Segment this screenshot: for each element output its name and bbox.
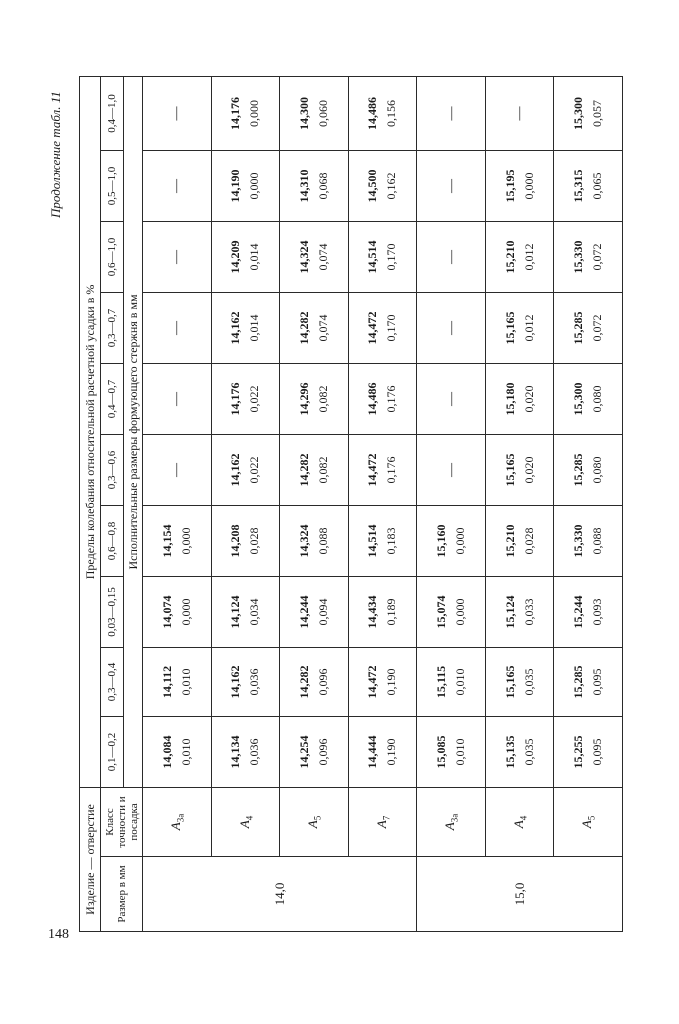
tolerance-value: 0,033 xyxy=(521,598,536,626)
rod-size-value: 14,282 xyxy=(296,453,311,487)
tolerance-value: 0,020 xyxy=(521,385,536,413)
header-row-1 xyxy=(80,76,101,931)
rod-size-value: 15,124 xyxy=(502,595,517,629)
empty-dash: — xyxy=(169,250,185,264)
value-cell xyxy=(211,293,280,364)
tolerance-value: 0,074 xyxy=(315,314,330,342)
table-row xyxy=(485,76,554,931)
value-cell xyxy=(348,506,417,577)
tolerance-value: 0,036 xyxy=(247,668,262,696)
empty-dash: — xyxy=(443,179,459,193)
value-cell xyxy=(348,648,417,717)
range-header: 0,1—0,2 xyxy=(101,717,124,788)
rod-size-value: 14,486 xyxy=(365,96,380,130)
value-cell xyxy=(417,577,486,648)
empty-dash: — xyxy=(443,321,459,335)
value-cell xyxy=(143,151,212,222)
value-cell xyxy=(554,364,623,435)
tolerance-value: 0,014 xyxy=(247,314,262,342)
value-cell xyxy=(485,364,554,435)
tolerance-value: 0,000 xyxy=(453,527,468,555)
rod-size-value: 14,514 xyxy=(365,240,380,274)
tolerance-value: 0,060 xyxy=(315,99,330,127)
value-cell xyxy=(554,151,623,222)
value-cell xyxy=(554,293,623,364)
tolerance-value: 0,022 xyxy=(247,456,262,484)
rod-size-value: 15,300 xyxy=(571,96,586,130)
value-cell xyxy=(143,648,212,717)
value-cell xyxy=(485,506,554,577)
value-cell xyxy=(485,222,554,293)
rod-size-value: 14,444 xyxy=(365,735,380,769)
tolerance-value: 0,190 xyxy=(384,668,399,696)
value-cell xyxy=(348,717,417,788)
rod-size-value: 15,165 xyxy=(502,453,517,487)
tolerance-value: 0,095 xyxy=(590,668,605,696)
value-cell xyxy=(280,364,349,435)
rod-size-value: 14,176 xyxy=(228,382,243,416)
rod-size-value: 15,210 xyxy=(502,524,517,558)
value-cell xyxy=(417,506,486,577)
tolerance-value: 0,080 xyxy=(590,456,605,484)
value-cell xyxy=(211,577,280,648)
shrinkage-table xyxy=(79,76,623,932)
class-cell xyxy=(485,788,554,857)
tolerance-value: 0,035 xyxy=(521,668,536,696)
empty-dash: — xyxy=(169,463,185,477)
value-cell xyxy=(211,435,280,506)
table-row xyxy=(348,76,417,931)
tolerance-value: 0,074 xyxy=(315,243,330,271)
value-cell xyxy=(485,717,554,788)
rod-size-value: 14,162 xyxy=(228,453,243,487)
value-cell xyxy=(554,717,623,788)
tolerance-value: 0,094 xyxy=(315,598,330,626)
value-cell xyxy=(485,76,554,150)
value-cell xyxy=(280,717,349,788)
empty-dash: — xyxy=(443,250,459,264)
rod-size-value: 14,472 xyxy=(365,453,380,487)
rod-size-value: 14,124 xyxy=(228,595,243,629)
rod-size-value: 14,296 xyxy=(296,382,311,416)
rod-size-value: 14,300 xyxy=(296,96,311,130)
rod-size-value: 14,472 xyxy=(365,665,380,699)
rod-size-value: 15,210 xyxy=(502,240,517,274)
value-cell xyxy=(417,151,486,222)
class-cell xyxy=(417,788,486,857)
value-cell xyxy=(417,76,486,150)
range-header: 0,4—0,7 xyxy=(101,364,124,435)
value-cell xyxy=(485,648,554,717)
tolerance-value: 0,176 xyxy=(384,385,399,413)
rod-size-value: 14,324 xyxy=(296,524,311,558)
class-letter: A xyxy=(579,820,595,829)
rod-size-value: 15,074 xyxy=(434,595,449,629)
class-letter: A xyxy=(510,820,526,829)
tolerance-value: 0,190 xyxy=(384,738,399,766)
rod-size-value: 15,255 xyxy=(571,735,586,769)
value-cell xyxy=(143,506,212,577)
tolerance-value: 0,080 xyxy=(590,385,605,413)
rod-size-value: 14,162 xyxy=(228,665,243,699)
tolerance-value: 0,014 xyxy=(247,243,262,271)
class-cell xyxy=(211,788,280,857)
rod-size-value: 14,209 xyxy=(228,240,243,274)
empty-dash: — xyxy=(169,321,185,335)
tolerance-value: 0,028 xyxy=(521,527,536,555)
range-header: 0,3—0,6 xyxy=(101,435,124,506)
value-cell xyxy=(554,222,623,293)
rod-size-value: 14,208 xyxy=(228,524,243,558)
tolerance-value: 0,156 xyxy=(384,99,399,127)
exec-sizes-header: Исполнительные размеры формующего стержня в мм xyxy=(124,76,143,787)
rod-size-value: 15,285 xyxy=(571,311,586,345)
value-cell xyxy=(417,435,486,506)
table-row xyxy=(554,76,623,931)
limits-header: Пределы колебания относительной расчетной усадки в % xyxy=(80,76,101,787)
class-column-header: Класс точности и посадка xyxy=(101,788,143,857)
value-cell xyxy=(485,151,554,222)
value-cell xyxy=(417,222,486,293)
empty-dash: — xyxy=(169,106,185,121)
tolerance-value: 0,000 xyxy=(521,172,536,200)
value-cell xyxy=(280,293,349,364)
value-cell xyxy=(211,364,280,435)
rod-size-value: 14,324 xyxy=(296,240,311,274)
value-cell xyxy=(417,717,486,788)
value-cell xyxy=(554,76,623,150)
empty-dash: — xyxy=(512,106,528,121)
value-cell xyxy=(348,577,417,648)
value-cell xyxy=(417,364,486,435)
rod-size-value: 15,160 xyxy=(434,524,449,558)
value-cell xyxy=(485,577,554,648)
class-letter: A xyxy=(373,820,389,829)
range-header: 0,6—1,0 xyxy=(101,222,124,293)
value-cell xyxy=(280,577,349,648)
value-cell xyxy=(280,222,349,293)
value-cell xyxy=(143,76,212,150)
value-cell xyxy=(143,577,212,648)
range-header: 0,5—1,0 xyxy=(101,151,124,222)
tolerance-value: 0,093 xyxy=(590,598,605,626)
rod-size-value: 15,244 xyxy=(571,595,586,629)
rod-size-value: 15,180 xyxy=(502,382,517,416)
class-subscript: 5 xyxy=(312,815,323,821)
rod-size-value: 15,285 xyxy=(571,665,586,699)
rod-size-value: 15,165 xyxy=(502,665,517,699)
table-row xyxy=(211,76,280,931)
rod-size-value: 14,500 xyxy=(365,169,380,203)
rod-size-value: 15,330 xyxy=(571,240,586,274)
value-cell xyxy=(143,222,212,293)
header-row-2 xyxy=(101,76,124,931)
value-cell xyxy=(211,222,280,293)
class-cell xyxy=(280,788,349,857)
tolerance-value: 0,012 xyxy=(521,314,536,342)
rod-size-value: 15,300 xyxy=(571,382,586,416)
rod-size-value: 14,282 xyxy=(296,311,311,345)
value-cell xyxy=(143,293,212,364)
rod-size-value: 14,310 xyxy=(296,169,311,203)
empty-dash: — xyxy=(443,392,459,406)
value-cell xyxy=(211,506,280,577)
value-cell xyxy=(143,435,212,506)
class-letter: A xyxy=(236,820,252,829)
class-cell xyxy=(348,788,417,857)
tolerance-value: 0,012 xyxy=(521,243,536,271)
tolerance-value: 0,010 xyxy=(453,668,468,696)
rod-size-value: 14,134 xyxy=(228,735,243,769)
size-column-header: Размер в мм xyxy=(101,857,143,932)
tolerance-value: 0,183 xyxy=(384,527,399,555)
tolerance-value: 0,010 xyxy=(178,738,193,766)
tolerance-value: 0,082 xyxy=(315,385,330,413)
rod-size-value: 14,190 xyxy=(228,169,243,203)
value-cell xyxy=(554,435,623,506)
tolerance-value: 0,170 xyxy=(384,243,399,271)
empty-dash: — xyxy=(443,106,459,121)
value-cell xyxy=(348,293,417,364)
value-cell xyxy=(280,435,349,506)
value-cell xyxy=(143,717,212,788)
value-cell xyxy=(143,364,212,435)
tolerance-value: 0,036 xyxy=(247,738,262,766)
empty-dash: — xyxy=(169,392,185,406)
value-cell xyxy=(485,435,554,506)
rod-size-value: 14,282 xyxy=(296,665,311,699)
value-cell xyxy=(348,435,417,506)
rod-size-value: 15,195 xyxy=(502,169,517,203)
class-cell xyxy=(143,788,212,857)
class-subscript: 4 xyxy=(244,815,255,821)
value-cell xyxy=(280,76,349,150)
value-cell xyxy=(348,364,417,435)
range-header: 0,3—0,7 xyxy=(101,293,124,364)
rod-size-value: 14,162 xyxy=(228,311,243,345)
value-cell xyxy=(485,293,554,364)
table-row xyxy=(280,76,349,931)
tolerance-value: 0,010 xyxy=(178,668,193,696)
range-header: 0,3—0,4 xyxy=(101,648,124,717)
tolerance-value: 0,000 xyxy=(178,527,193,555)
tolerance-value: 0,020 xyxy=(521,456,536,484)
rod-size-value: 14,244 xyxy=(296,595,311,629)
value-cell xyxy=(211,76,280,150)
value-cell xyxy=(280,648,349,717)
rod-size-value: 15,285 xyxy=(571,453,586,487)
tolerance-value: 0,035 xyxy=(521,738,536,766)
tolerance-value: 0,010 xyxy=(453,738,468,766)
tolerance-value: 0,095 xyxy=(590,738,605,766)
class-subscript: 4 xyxy=(518,815,529,821)
tolerance-value: 0,088 xyxy=(315,527,330,555)
value-cell xyxy=(348,222,417,293)
rod-size-value: 15,085 xyxy=(434,735,449,769)
rod-size-value: 14,084 xyxy=(159,735,174,769)
value-cell xyxy=(211,648,280,717)
tolerance-value: 0,068 xyxy=(315,172,330,200)
value-cell xyxy=(554,648,623,717)
tolerance-value: 0,096 xyxy=(315,668,330,696)
tolerance-value: 0,088 xyxy=(590,527,605,555)
empty-dash: — xyxy=(443,463,459,477)
empty-dash: — xyxy=(169,179,185,193)
value-cell xyxy=(280,506,349,577)
rod-size-value: 14,486 xyxy=(365,382,380,416)
rod-size-value: 15,315 xyxy=(571,169,586,203)
tolerance-value: 0,028 xyxy=(247,527,262,555)
tolerance-value: 0,189 xyxy=(384,598,399,626)
tolerance-value: 0,057 xyxy=(590,99,605,127)
value-cell xyxy=(554,577,623,648)
tolerance-value: 0,000 xyxy=(247,172,262,200)
value-cell xyxy=(211,151,280,222)
tolerance-value: 0,034 xyxy=(247,598,262,626)
range-header: 0,6—0,8 xyxy=(101,506,124,577)
range-header: 0,03—0,15 xyxy=(101,577,124,648)
rod-size-value: 14,176 xyxy=(228,96,243,130)
rod-size-value: 14,472 xyxy=(365,311,380,345)
page-number: 148 xyxy=(48,927,69,942)
rod-size-value: 15,115 xyxy=(434,665,449,699)
rod-size-value: 14,254 xyxy=(296,735,311,769)
class-letter: A xyxy=(442,822,458,831)
product-hole-header: Изделие — отверстие xyxy=(80,788,101,932)
table-row xyxy=(143,76,212,931)
class-cell xyxy=(554,788,623,857)
tolerance-value: 0,072 xyxy=(590,243,605,271)
tolerance-value: 0,162 xyxy=(384,172,399,200)
tolerance-value: 0,170 xyxy=(384,314,399,342)
tolerance-value: 0,072 xyxy=(590,314,605,342)
class-subscript: 3а xyxy=(449,813,460,823)
class-subscript: 3а xyxy=(175,813,186,823)
table-body xyxy=(143,76,623,931)
tolerance-value: 0,096 xyxy=(315,738,330,766)
size-cell: 14,0 xyxy=(143,857,417,932)
value-cell xyxy=(280,151,349,222)
value-cell xyxy=(417,293,486,364)
class-subscript: 5 xyxy=(586,815,597,821)
table-caption: Продолжение табл. 11 xyxy=(48,91,63,218)
tolerance-value: 0,000 xyxy=(453,598,468,626)
class-letter: A xyxy=(305,820,321,829)
size-cell: 15,0 xyxy=(417,857,623,932)
class-letter: A xyxy=(167,822,183,831)
rod-size-value: 15,165 xyxy=(502,311,517,345)
rod-size-value: 14,112 xyxy=(159,665,174,699)
range-header: 0,4—1,0 xyxy=(101,76,124,150)
rod-size-value: 14,434 xyxy=(365,595,380,629)
tolerance-value: 0,082 xyxy=(315,456,330,484)
rod-size-value: 14,514 xyxy=(365,524,380,558)
value-cell xyxy=(348,76,417,150)
rod-size-value: 14,154 xyxy=(159,524,174,558)
value-cell xyxy=(554,506,623,577)
value-cell xyxy=(417,648,486,717)
tolerance-value: 0,022 xyxy=(247,385,262,413)
rod-size-value: 15,135 xyxy=(502,735,517,769)
rod-size-value: 14,074 xyxy=(159,595,174,629)
tolerance-value: 0,065 xyxy=(590,172,605,200)
tolerance-value: 0,000 xyxy=(178,598,193,626)
class-subscript: 7 xyxy=(381,815,392,821)
tolerance-value: 0,000 xyxy=(247,99,262,127)
table-row xyxy=(417,76,486,931)
tolerance-value: 0,176 xyxy=(384,456,399,484)
value-cell xyxy=(348,151,417,222)
rod-size-value: 15,330 xyxy=(571,524,586,558)
value-cell xyxy=(211,717,280,788)
